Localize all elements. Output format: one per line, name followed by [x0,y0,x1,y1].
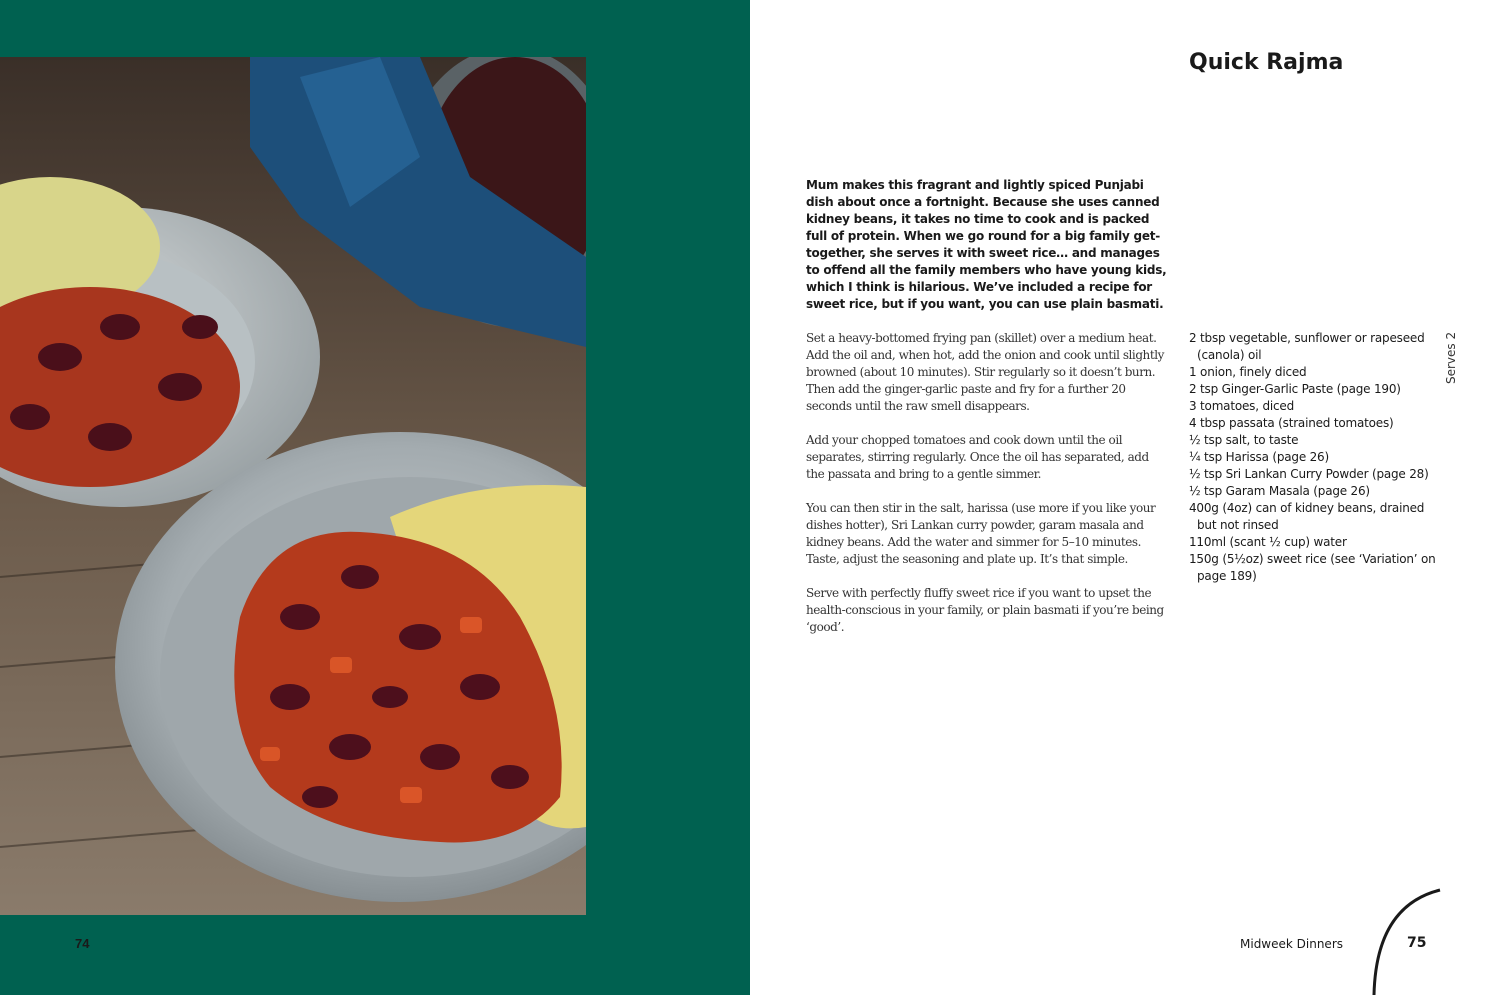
rajma-photo-illustration [0,57,586,915]
recipe-method [806,330,1168,653]
ingredient-item: 110ml (scant ½ cup) water [1189,535,1347,549]
recipe-intro: Mum makes this fragrant and lightly spiced Punjabi dish about once a fortnight. Because she uses canned kidney beans, it takes no time to cook and is packed full of protein. When we go round for a big family get-together, she serves it with sweet rice… and manages to offend all the family members who have young kids, which I think is hilarious. We’ve included a recipe for sweet rice, but if you want, you can use plain basmati. [806,178,1167,311]
ingredient-item: ½ tsp salt, to taste [1189,433,1299,447]
section-name: Midweek Dinners [1240,937,1344,951]
ingredient-item: 2 tbsp vegetable, sunflower or rapeseed (canola) oil [1189,331,1425,362]
page-number-left: 74 [75,936,90,951]
ingredient-item: ½ tsp Sri Lankan Curry Powder (page 28) [1189,467,1429,481]
ingredient-item: 1 onion, finely diced [1189,365,1307,379]
page-arc-decoration [1370,886,1490,995]
recipe-photo [0,57,586,915]
method-step: Add your chopped tomatoes and cook down until the oil separates, stirring regularly. Once the oil has separated, add the passata and bring to a gentle simmer. [806,433,1149,481]
method-step: Serve with perfectly fluffy sweet rice if you want to upset the health-conscious in your family, or plain basmati if you’re being ‘good’. [806,586,1164,634]
ingredient-item: ¼ tsp Harissa (page 26) [1189,450,1329,464]
method-step: You can then stir in the salt, harissa (use more if you like your dishes hotter), Sri Lankan curry powder, garam masala and kidney beans. Add the water and simmer for 5–10 minutes. Taste, adjust the seasoning and plate up. It’s that simple. [806,501,1156,566]
ingredients-list [1189,330,1439,585]
recipe-title: Quick Rajma [1189,50,1344,75]
ingredient-item: 150g (5½oz) sweet rice (see ‘Variation’ on page 189) [1189,552,1436,583]
ingredient-item: ½ tsp Garam Masala (page 26) [1189,484,1370,498]
right-page [750,0,1500,995]
page-number-right: 75 [1407,935,1427,951]
ingredient-item: 2 tsp Ginger-Garlic Paste (page 190) [1189,382,1401,396]
ingredient-item: 400g (4oz) can of kidney beans, drained but not rinsed [1189,501,1425,532]
ingredient-item: 4 tbsp passata (strained tomatoes) [1189,416,1394,430]
serves-label: Serves 2 [1444,331,1458,384]
method-step: Set a heavy-bottomed frying pan (skillet) over a medium heat. Add the oil and, when hot, add the onion and cook until slightly browned (about 10 minutes). Stir regularly so it doesn’t burn. Then add the ginger-garlic paste and fry for a further 20 seconds until the raw smell disappears. [806,331,1164,413]
ingredient-item: 3 tomatoes, diced [1189,399,1294,413]
